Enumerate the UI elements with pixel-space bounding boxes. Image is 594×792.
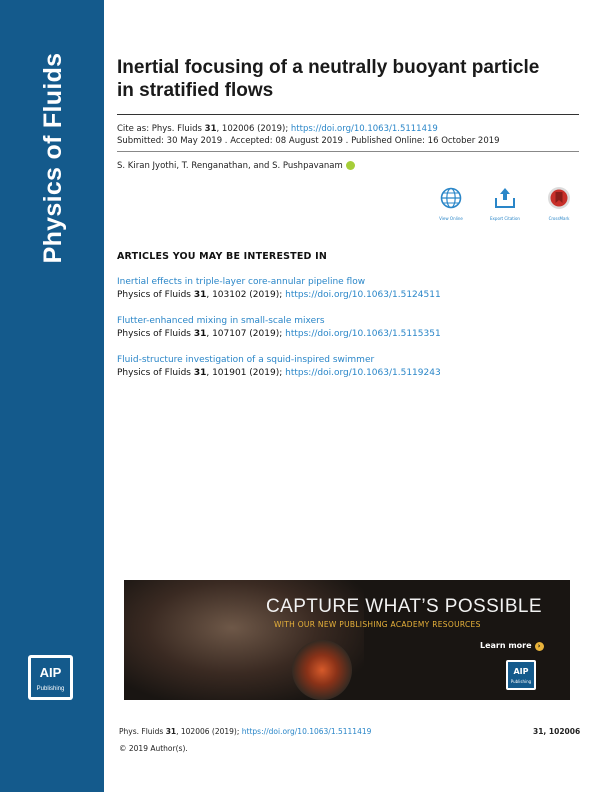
footer-page-ref: 31, 102006 [533, 727, 581, 736]
article-title: Inertial focusing of a neutrally buoyant particle in stratified flows [117, 57, 540, 101]
globe-icon [439, 186, 463, 210]
related-doi-link[interactable]: https://doi.org/10.1063/1.5124511 [285, 290, 441, 300]
ref-volume: 31 [193, 329, 207, 339]
view-online-label: View Online [439, 216, 463, 221]
ad-headline: CAPTURE WHAT’S POSSIBLE [266, 596, 542, 617]
authors: S. Kiran Jyothi, T. Renganathan, and S. Pushpavanam [117, 161, 343, 171]
cite-prefix: Cite as: Phys. Fluids [117, 124, 205, 134]
export-icon [493, 186, 517, 210]
export-citation-label: Export Citation [490, 216, 520, 221]
ad-subheadline: WITH OUR NEW PUBLISHING ACADEMY RESOURCES [274, 620, 481, 629]
footer-volume: 31 [165, 727, 177, 736]
related-article-3 [117, 354, 557, 380]
orcid-icon[interactable] [346, 161, 355, 170]
publication-dates: Submitted: 30 May 2019 . Accepted: 08 August 2019 . Published Online: 16 October 2019 [117, 136, 500, 146]
aip-publishing-logo[interactable] [28, 655, 73, 700]
ad-aip-logo [506, 660, 536, 690]
ref-volume: 31 [193, 368, 207, 378]
footer-doi-link[interactable]: https://doi.org/10.1063/1.5111419 [241, 727, 372, 736]
copyright-notice: © 2019 Author(s). [119, 744, 188, 753]
crossmark-icon [547, 186, 571, 210]
crossmark-button[interactable] [534, 186, 584, 221]
related-doi-link[interactable]: https://doi.org/10.1063/1.5119243 [285, 368, 441, 378]
ad-logo-subtext: Publishing [510, 679, 532, 684]
ad-logo-text: AIP [513, 667, 529, 676]
ref-rest: , 101901 (2019); [206, 368, 286, 378]
citation-line [117, 124, 438, 134]
ad-lens-image [292, 640, 352, 700]
export-citation-button[interactable] [480, 186, 530, 221]
arrow-right-icon: › [535, 642, 544, 651]
related-article-title[interactable]: Flutter-enhanced mixing in small-scale mixers [117, 316, 325, 326]
related-article-title[interactable]: Fluid-structure investigation of a squid-inspired swimmer [117, 355, 375, 365]
cite-rest: , 102006 (2019); [216, 124, 291, 134]
related-article-2 [117, 315, 557, 341]
journal-sidebar [0, 0, 104, 792]
learn-more-label: Learn more [480, 641, 532, 650]
related-doi-link[interactable]: https://doi.org/10.1063/1.5115351 [285, 329, 441, 339]
related-article-ref [117, 367, 557, 380]
author-list [117, 161, 355, 171]
related-article-title[interactable]: Inertial effects in triple-layer core-annular pipeline flow [117, 277, 366, 287]
logo-subtext: Publishing [36, 686, 65, 692]
learn-more-link[interactable] [480, 641, 544, 651]
ref-rest: , 103102 (2019); [206, 290, 286, 300]
title-divider [117, 114, 579, 115]
article-doi-link[interactable]: https://doi.org/10.1063/1.5111419 [290, 124, 438, 134]
related-article-ref [117, 289, 557, 302]
cite-volume: 31 [204, 124, 217, 134]
ref-prefix: Physics of Fluids [117, 368, 194, 378]
footer-cite-prefix: Phys. Fluids [119, 727, 166, 736]
meta-divider [117, 151, 579, 152]
related-article-1 [117, 276, 557, 302]
ref-prefix: Physics of Fluids [117, 290, 194, 300]
view-online-button[interactable] [426, 186, 476, 221]
ref-volume: 31 [193, 290, 207, 300]
footer-cite-rest: , 102006 (2019); [176, 727, 242, 736]
ref-prefix: Physics of Fluids [117, 329, 194, 339]
footer-citation [119, 727, 371, 736]
related-articles-heading: ARTICLES YOU MAY BE INTERESTED IN [117, 251, 328, 262]
logo-text: AIP [39, 665, 62, 680]
advertisement-banner[interactable] [124, 580, 570, 700]
related-article-ref [117, 328, 557, 341]
crossmark-label: CrossMark [548, 216, 570, 221]
journal-name: Physics of Fluids [39, 52, 67, 264]
ref-rest: , 107107 (2019); [206, 329, 286, 339]
